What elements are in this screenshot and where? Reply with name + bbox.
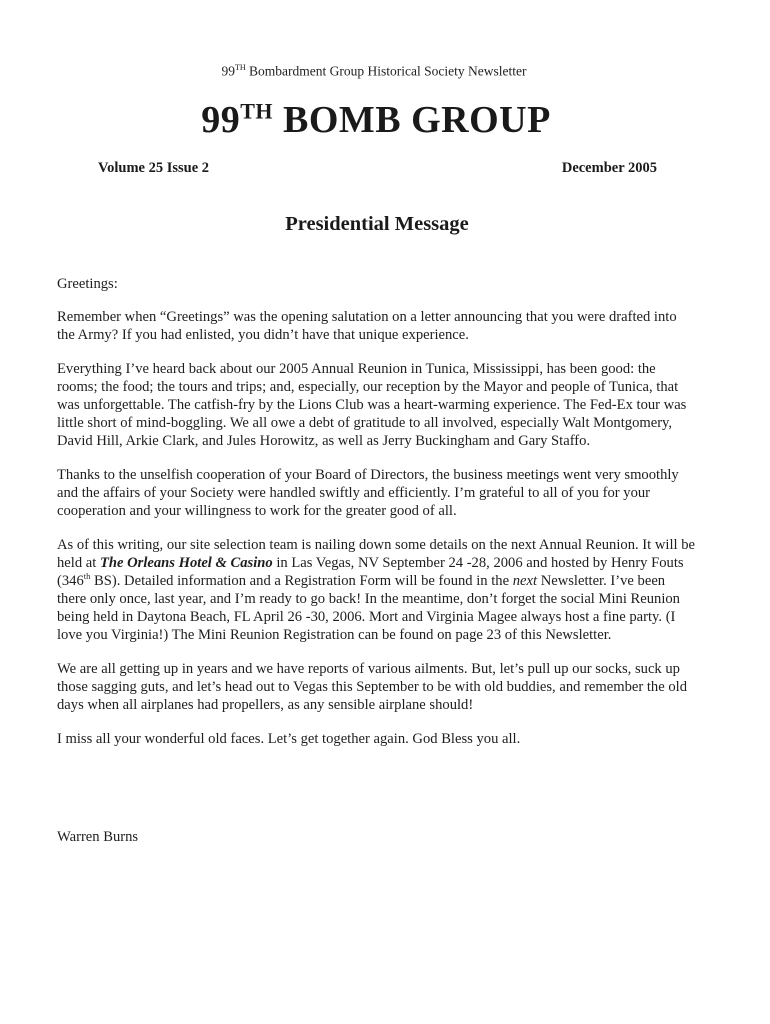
paragraph-4-part-b: in Las Vegas, NV September 24 -28, 2006 and hosted by Henry Fouts (346 [57, 555, 684, 589]
kicker-number: 99 [221, 63, 235, 79]
paragraph-6: I miss all your wonderful old faces. Let’s get together again. God Bless you all. [57, 731, 521, 747]
paragraph-4-part-d: Newsletter. I’ve been there only once, last year, and I’m ready to go back! In the meantime, don’t forget the social Mini Reunion being held in Daytona Beach, FL April 26 -30, 2006. Mort and Virginia Magee always host a fine party. (I love you Virginia!) The Mini Reunion Registration can be found on page 23 of this Newsletter. [57, 573, 680, 643]
hotel-name: The Orleans Hotel & Casino [99, 555, 273, 571]
paragraph-4-part-c: BS). Detailed information and a Registration Form will be found in the [90, 573, 513, 589]
kicker-superscript: TH [235, 63, 246, 72]
paragraph-1: Remember when “Greetings” was the opening salutation on a letter announcing that you were drafted into the Army? If you had enlisted, you didn’t have that unique experience. [57, 309, 677, 343]
article-body [57, 275, 697, 764]
issue-date: December 2005 [561, 160, 657, 176]
masthead-title [0, 98, 752, 142]
paragraph-4-part-a: As of this writing, our site selection team is nailing down some details on the next Annual Reunion. It will be held at [57, 537, 695, 571]
paragraph-4 [57, 536, 697, 644]
next-emphasis: next [512, 573, 538, 589]
masthead-text: BOMB GROUP [272, 99, 551, 141]
kicker-text: Bombardment Group Historical Society Newsletter [245, 63, 527, 79]
paragraph-2: Everything I’ve heard back about our 2005 Annual Reunion in Tunica, Mississippi, has been good: the rooms; the food; the tours and trips; and, especially, our reception by the Mayor and people of Tunica, that was unforgettable. The catfish-fry by the Lions Club was a heart-warming experience. The Fed-Ex tour was little short of mind-boggling. We all owe a debt of gratitude to all involved, especially Walt Montgomery, David Hill, Arkie Clark, and Jules Horowitz, as well as Jerry Buckingham and Gary Staffo. [57, 361, 687, 449]
masthead-superscript: TH [240, 98, 273, 124]
article-title: Presidential Message [285, 213, 469, 235]
signature: Warren Burns [57, 829, 139, 845]
paragraph-3: Thanks to the unselfish cooperation of your Board of Directors, the business meetings went very smoothly and the affairs of your Society were handled swiftly and efficiently. I’m grateful to all of you for your cooperation and your willingness to work for the greater good of all. [57, 467, 679, 519]
paragraph-5: We are all getting up in years and we have reports of various ailments. But, let’s pull up our socks, suck up those sagging guts, and let’s head out to Vegas this September to be with old buddies, and remember the old days when all airplanes had propellers, as any sensible airplane should! [57, 661, 687, 713]
newsletter-kicker [0, 63, 748, 80]
masthead-number: 99 [201, 99, 241, 141]
volume-issue: Volume 25 Issue 2 [98, 160, 210, 176]
greeting: Greetings: [57, 276, 118, 292]
ordinal-superscript: th [83, 571, 91, 582]
